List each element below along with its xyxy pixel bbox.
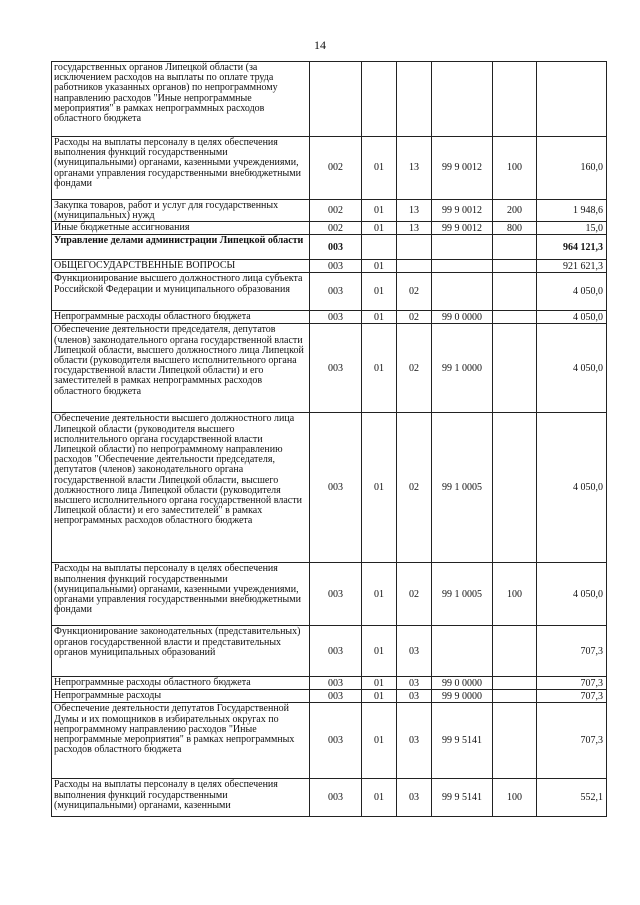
cell-vr: 100 xyxy=(493,137,537,200)
table-row xyxy=(52,563,607,626)
table-row xyxy=(52,311,607,324)
cell-ved: 003 xyxy=(310,324,362,413)
cell-rz: 01 xyxy=(362,273,397,311)
cell-vr xyxy=(493,311,537,324)
cell-sum: 4 050,0 xyxy=(537,563,607,626)
cell-pr: 03 xyxy=(397,690,432,703)
page-number: 14 xyxy=(314,38,326,52)
cell-ved: 003 xyxy=(310,779,362,817)
cell-sum: 4 050,0 xyxy=(537,413,607,563)
cell-pr xyxy=(397,62,432,137)
cell-ved: 003 xyxy=(310,626,362,677)
cell-csr: 99 1 0000 xyxy=(432,324,493,413)
cell-pr: 02 xyxy=(397,324,432,413)
cell-name: Расходы на выплаты персоналу в целях обеспечения выполнения функций государственными (муниципальными) органами, казенными xyxy=(52,779,310,817)
cell-sum: 707,3 xyxy=(537,690,607,703)
table-row xyxy=(52,62,607,137)
cell-pr: 13 xyxy=(397,137,432,200)
cell-pr: 02 xyxy=(397,563,432,626)
cell-vr xyxy=(493,62,537,137)
cell-csr: 99 9 0012 xyxy=(432,200,493,222)
table-row xyxy=(52,273,607,311)
cell-sum: 15,0 xyxy=(537,222,607,235)
cell-ved xyxy=(310,62,362,137)
cell-vr: 100 xyxy=(493,563,537,626)
cell-vr xyxy=(493,273,537,311)
cell-name: Управление делами администрации Липецкой области xyxy=(52,235,310,260)
cell-name: ОБЩЕГОСУДАРСТВЕННЫЕ ВОПРОСЫ xyxy=(52,260,310,273)
cell-rz: 01 xyxy=(362,703,397,779)
cell-rz: 01 xyxy=(362,222,397,235)
cell-pr: 03 xyxy=(397,677,432,690)
cell-csr xyxy=(432,62,493,137)
cell-pr xyxy=(397,260,432,273)
cell-ved: 002 xyxy=(310,222,362,235)
cell-name: Непрограммные расходы xyxy=(52,690,310,703)
cell-ved: 003 xyxy=(310,273,362,311)
cell-name: государственных органов Липецкой области (за исключением расходов на выплаты по оплате труда работников указанных органов) по непрограммному направлению расходов "Иные непрограммные мероприятия" в рамках непрограммных расходов областного бюджета xyxy=(52,62,310,137)
cell-pr: 02 xyxy=(397,413,432,563)
cell-name: Непрограммные расходы областного бюджета xyxy=(52,311,310,324)
cell-pr: 03 xyxy=(397,779,432,817)
cell-name: Обеспечение деятельности высшего должностного лица Липецкой области (руководителя высшего исполнительного органа государственной власти Липецкой области) по непрограммному направлению расходов "Обеспечение деятельности председателя, депутатов (членов) законодательного органа государственной власти Липецкой области, высшего должностного лица Липецкой области (руководителя высшего исполнительного органа государственной власти Липецкой области) и его заместителей" в рамках непрограммных расходов областного бюджета xyxy=(52,413,310,563)
cell-pr: 02 xyxy=(397,311,432,324)
cell-ved: 002 xyxy=(310,200,362,222)
cell-rz xyxy=(362,235,397,260)
cell-sum: 707,3 xyxy=(537,677,607,690)
cell-name: Обеспечение деятельности председателя, депутатов (членов) законодательного органа государственной власти Липецкой области, высшего должностного лица Липецкой области (руководителя высшего исполнительного органа государственной власти Липецкой области) и его заместителей в рамках непрограммных расходов областного бюджета xyxy=(52,324,310,413)
cell-rz: 01 xyxy=(362,626,397,677)
cell-csr: 99 1 0005 xyxy=(432,563,493,626)
cell-vr xyxy=(493,690,537,703)
cell-csr xyxy=(432,273,493,311)
cell-sum: 1 948,6 xyxy=(537,200,607,222)
cell-csr: 99 9 0012 xyxy=(432,137,493,200)
cell-name: Обеспечение деятельности депутатов Государственной Думы и их помощников в избирательных округах по непрограммному направлению расходов "Иные непрограммные мероприятия" в рамках непрограммных расходов областного бюджета xyxy=(52,703,310,779)
table-row xyxy=(52,324,607,413)
cell-sum: 4 050,0 xyxy=(537,324,607,413)
cell-ved: 003 xyxy=(310,690,362,703)
cell-vr: 800 xyxy=(493,222,537,235)
cell-name: Расходы на выплаты персоналу в целях обеспечения выполнения функций государственными (муниципальными) органами, казенными учреждениями, органами управления государственными внебюджетными фондами xyxy=(52,137,310,200)
cell-name: Функционирование законодательных (представительных) органов государственной власти и представительных органов муниципальных образований xyxy=(52,626,310,677)
cell-rz xyxy=(362,62,397,137)
cell-pr: 02 xyxy=(397,273,432,311)
cell-vr: 200 xyxy=(493,200,537,222)
cell-rz: 01 xyxy=(362,413,397,563)
cell-csr xyxy=(432,626,493,677)
cell-ved: 002 xyxy=(310,137,362,200)
cell-rz: 01 xyxy=(362,690,397,703)
table-row xyxy=(52,235,607,260)
cell-ved: 003 xyxy=(310,260,362,273)
cell-csr: 99 0 0000 xyxy=(432,311,493,324)
cell-vr xyxy=(493,235,537,260)
table-row xyxy=(52,690,607,703)
cell-name: Непрограммные расходы областного бюджета xyxy=(52,677,310,690)
cell-name: Расходы на выплаты персоналу в целях обеспечения выполнения функций государственными (муниципальными) органами, казенными учреждениями, органами управления государственными внебюджетными фондами xyxy=(52,563,310,626)
cell-vr xyxy=(493,703,537,779)
cell-csr xyxy=(432,260,493,273)
cell-name: Функционирование высшего должностного лица субъекта Российской Федерации и муниципального образования xyxy=(52,273,310,311)
cell-vr xyxy=(493,324,537,413)
table-body xyxy=(52,62,607,817)
cell-csr: 99 9 5141 xyxy=(432,703,493,779)
cell-vr: 100 xyxy=(493,779,537,817)
table-row xyxy=(52,626,607,677)
cell-csr: 99 9 0000 xyxy=(432,690,493,703)
cell-csr: 99 9 5141 xyxy=(432,779,493,817)
cell-rz: 01 xyxy=(362,324,397,413)
cell-rz: 01 xyxy=(362,677,397,690)
table-row xyxy=(52,222,607,235)
cell-sum: 4 050,0 xyxy=(537,273,607,311)
cell-rz: 01 xyxy=(362,137,397,200)
table-row xyxy=(52,703,607,779)
cell-ved: 003 xyxy=(310,235,362,260)
table-row xyxy=(52,137,607,200)
table-row xyxy=(52,677,607,690)
cell-csr xyxy=(432,235,493,260)
cell-name: Иные бюджетные ассигнования xyxy=(52,222,310,235)
cell-sum: 552,1 xyxy=(537,779,607,817)
cell-csr: 99 9 0012 xyxy=(432,222,493,235)
table-row xyxy=(52,779,607,817)
cell-sum: 160,0 xyxy=(537,137,607,200)
table-row xyxy=(52,413,607,563)
cell-sum: 921 621,3 xyxy=(537,260,607,273)
cell-sum: 4 050,0 xyxy=(537,311,607,324)
cell-rz: 01 xyxy=(362,311,397,324)
cell-ved: 003 xyxy=(310,413,362,563)
table-row xyxy=(52,200,607,222)
cell-ved: 003 xyxy=(310,311,362,324)
cell-vr xyxy=(493,260,537,273)
cell-rz: 01 xyxy=(362,563,397,626)
cell-ved: 003 xyxy=(310,677,362,690)
cell-csr: 99 1 0005 xyxy=(432,413,493,563)
cell-pr: 13 xyxy=(397,222,432,235)
cell-ved: 003 xyxy=(310,563,362,626)
cell-sum: 707,3 xyxy=(537,703,607,779)
cell-rz: 01 xyxy=(362,260,397,273)
cell-pr: 03 xyxy=(397,703,432,779)
cell-ved: 003 xyxy=(310,703,362,779)
cell-rz: 01 xyxy=(362,200,397,222)
table-row xyxy=(52,260,607,273)
cell-pr xyxy=(397,235,432,260)
cell-sum: 964 121,3 xyxy=(537,235,607,260)
cell-pr: 13 xyxy=(397,200,432,222)
cell-vr xyxy=(493,626,537,677)
budget-table xyxy=(51,61,607,817)
cell-vr xyxy=(493,413,537,563)
cell-sum xyxy=(537,62,607,137)
cell-rz: 01 xyxy=(362,779,397,817)
cell-csr: 99 0 0000 xyxy=(432,677,493,690)
cell-pr: 03 xyxy=(397,626,432,677)
cell-vr xyxy=(493,677,537,690)
cell-sum: 707,3 xyxy=(537,626,607,677)
cell-name: Закупка товаров, работ и услуг для государственных (муниципальных) нужд xyxy=(52,200,310,222)
